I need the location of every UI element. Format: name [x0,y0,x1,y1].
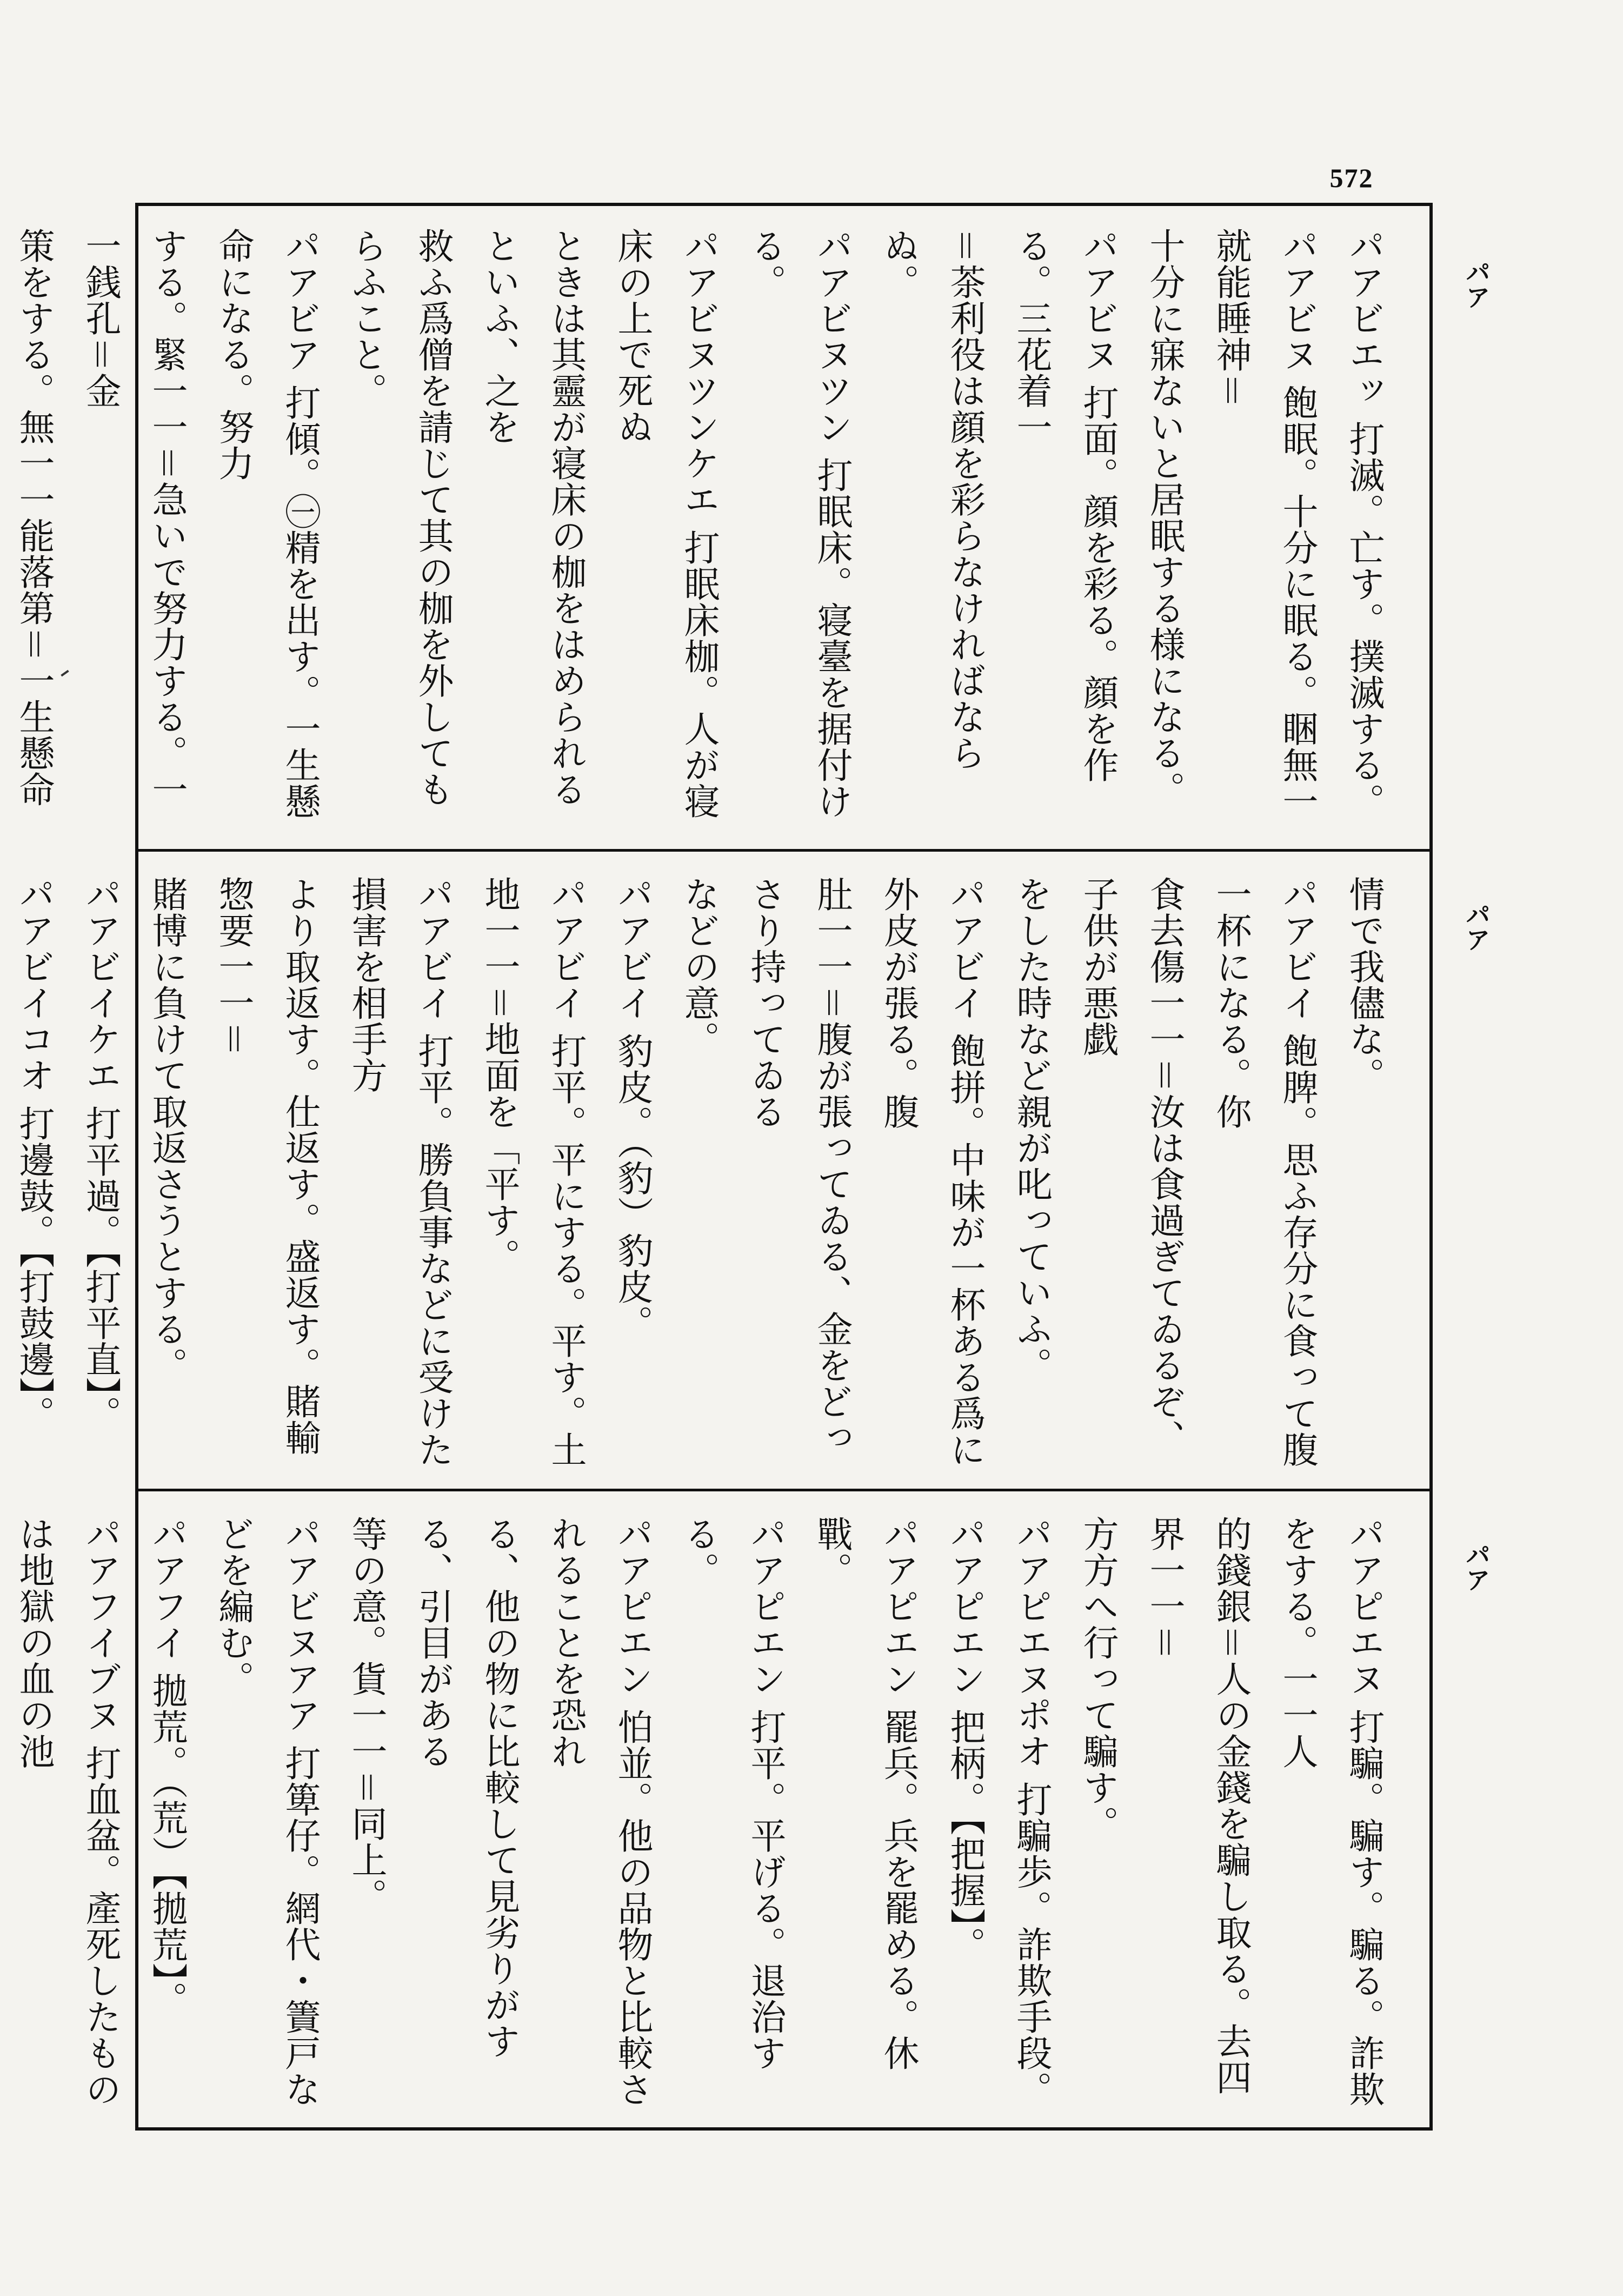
entry-continuation-line: 的錢銀＝人の金錢を騙し取る。去四界一一＝ [1143,1516,1252,2095]
entry-headword-line: パアビイ 打平。勝負事などに受けた損害を相手方 [345,876,454,1468]
entry-headword-line: パアビイ 飽脾。思ふ存分に食って腹一杯になる。你 [1210,876,1318,1468]
dictionary-tier-2 [13,854,1429,1485]
entry-continuation-line: する。緊一一＝急いで努力する。一一銭孔＝金 [79,228,188,807]
entry-continuation-line: ＝茶利役は顔を彩らなければならぬ。 [877,228,986,771]
dictionary-entry [333,1516,666,2111]
entry-headword-line: パアビエッ 打滅。亡す。撲滅する。 [1343,228,1385,819]
entry-continuation-line: 食去傷一一＝汝は食過ぎてゐるぞ、子供が悪戯 [1077,876,1185,1456]
entry-headword-line: パアビヌ 打面。顔を彩る。顔を作る。三花着一 [1010,228,1119,783]
tier-divider-2 [138,1489,1429,1491]
entry-continuation-line: 方方へ行って騙す。 [1077,1516,1119,1842]
dictionary-entry [333,228,732,830]
page-number: 572 [1329,163,1374,193]
dictionary-tier-3 [13,1494,1429,2127]
entry-headword-line: パアビヌアア 打箄仔。網代・簀戸などを編む。 [212,1516,321,2107]
dictionary-entry [998,876,1331,1469]
dictionary-entry [1,876,67,1469]
entry-continuation-line [0,1516,1,2111]
dictionary-entry [799,1516,932,2111]
entry-headword-line: パアビイ 打平。平にする。平す。土地一一＝地面を「平す。 [478,876,587,1468]
entry-headword-line: パアビイコオ 打邊鼓。【打鼓邊】。 [13,876,55,1432]
entry-headword-line: パアピエヌポオ 打騙歩。詐欺手段。 [1010,1516,1052,2107]
entry-headword-line: パアビイ 飽拼。中味が一杯ある爲に外皮が張る。腹 [877,876,986,1468]
running-head-top: パア [1462,260,1491,309]
dictionary-entry [599,876,666,1469]
entry-headword-line: パアビイ 豹皮。（豹）豹皮。 [611,876,653,1341]
dictionary-entry [865,228,1131,830]
dictionary-entry [0,228,333,830]
dictionary-entry [200,1516,333,2111]
entry-headword-line: パアピエン 打平。平げる。退治する。 [678,1516,786,2071]
entry-continuation-line: 十分に寐ないと居眠する様になる。 [1143,228,1185,807]
entry-continuation-line: 賭博に負けて取返さうとする。 [146,876,188,1383]
entry-continuation-line: などの意。 [678,876,720,1057]
dictionary-entry [466,876,599,1469]
dictionary-entry [1065,1516,1397,2111]
entry-continuation-line: より取返す。仕返す。盛返す。賭輸惣要一一＝ [212,876,321,1456]
entry-headword-line: パアフイブヌ 打血盆。產死したものは地獄の血の池 [13,1516,121,2107]
entry-headword-line: パアフイ 拋荒。（荒）【拋荒】。 [146,1516,188,2018]
entry-headword-line: パアピエン 怕並。他の品物と比較されることを恐れ [545,1516,653,2107]
entry-headword-line: パアビイケエ 打平過。【打平直】。 [79,876,121,1432]
dictionary-entry [0,1516,134,2111]
dictionary-entry [732,228,865,830]
entry-continuation-line: ときは其靈が寝床の枷をはめられるといふ、之を [478,228,587,807]
entry-headword-line: パアピエヌ 打騙。騙す。騙る。詐欺をする。一一人 [1276,1516,1385,2107]
entry-headword-line: パアビヌ 飽眠。十分に眠る。睏無一就能睡神＝ [1210,228,1318,819]
dictionary-entry [0,876,1,1469]
dictionary-entry [666,1516,799,2111]
entry-continuation-line: 救ふ爲僧を請じて其の枷を外してもらふこと。 [345,228,454,807]
tier-1-entries [13,206,1429,846]
dictionary-entry [1131,228,1331,830]
running-head-bottom: パア [1462,1542,1491,1592]
entry-headword-line: パアピエン 把柄。【把握】。 [944,1516,986,1963]
entry-headword-line [0,876,1,1469]
dictionary-entry [1331,228,1397,830]
entry-continuation-line: 等の意。貨一一＝同上。 [345,1516,387,1914]
entry-headword-line: 情で我儘な。 [1343,876,1385,1093]
dictionary-tier-1 [13,206,1429,846]
entry-continuation-line: 策をする。無一一能落第＝一生懸命 [13,228,55,807]
tier-3-entries [13,1494,1429,2127]
running-head-middle: パア [1462,902,1491,952]
dictionary-entry [932,1516,998,2111]
entry-continuation-line: をした時など親が叱っていふ。 [1010,876,1052,1383]
entry-continuation-line: る、他の物に比較して見劣りがする、引目がある [412,1516,520,2059]
dictionary-entry [1331,876,1397,1469]
tier-divider-1 [138,849,1429,852]
entry-headword-line: パアビヌツンケエ 打眠床枷。人が寝床の上で死ぬ [611,228,720,819]
dictionary-entry [998,1516,1065,2111]
entry-headword-line: パアピエン 罷兵。兵を罷める。休戰。 [811,1516,919,2071]
dictionary-entry [67,876,134,1469]
dictionary-entry [666,876,998,1469]
entry-headword-line: パアビヌツン 打眠床。寝臺を据付ける。 [744,228,853,819]
dictionary-entry [134,1516,200,2111]
dictionary-entry [134,876,466,1469]
entry-continuation-line: 肚一一＝腹が張ってゐる、金をどっさり持ってゐる [744,876,853,1456]
tier-2-entries [13,854,1429,1485]
entry-headword-line: パアビア 打傾。㊀精を出す。一生懸命になる。努力 [212,228,321,819]
